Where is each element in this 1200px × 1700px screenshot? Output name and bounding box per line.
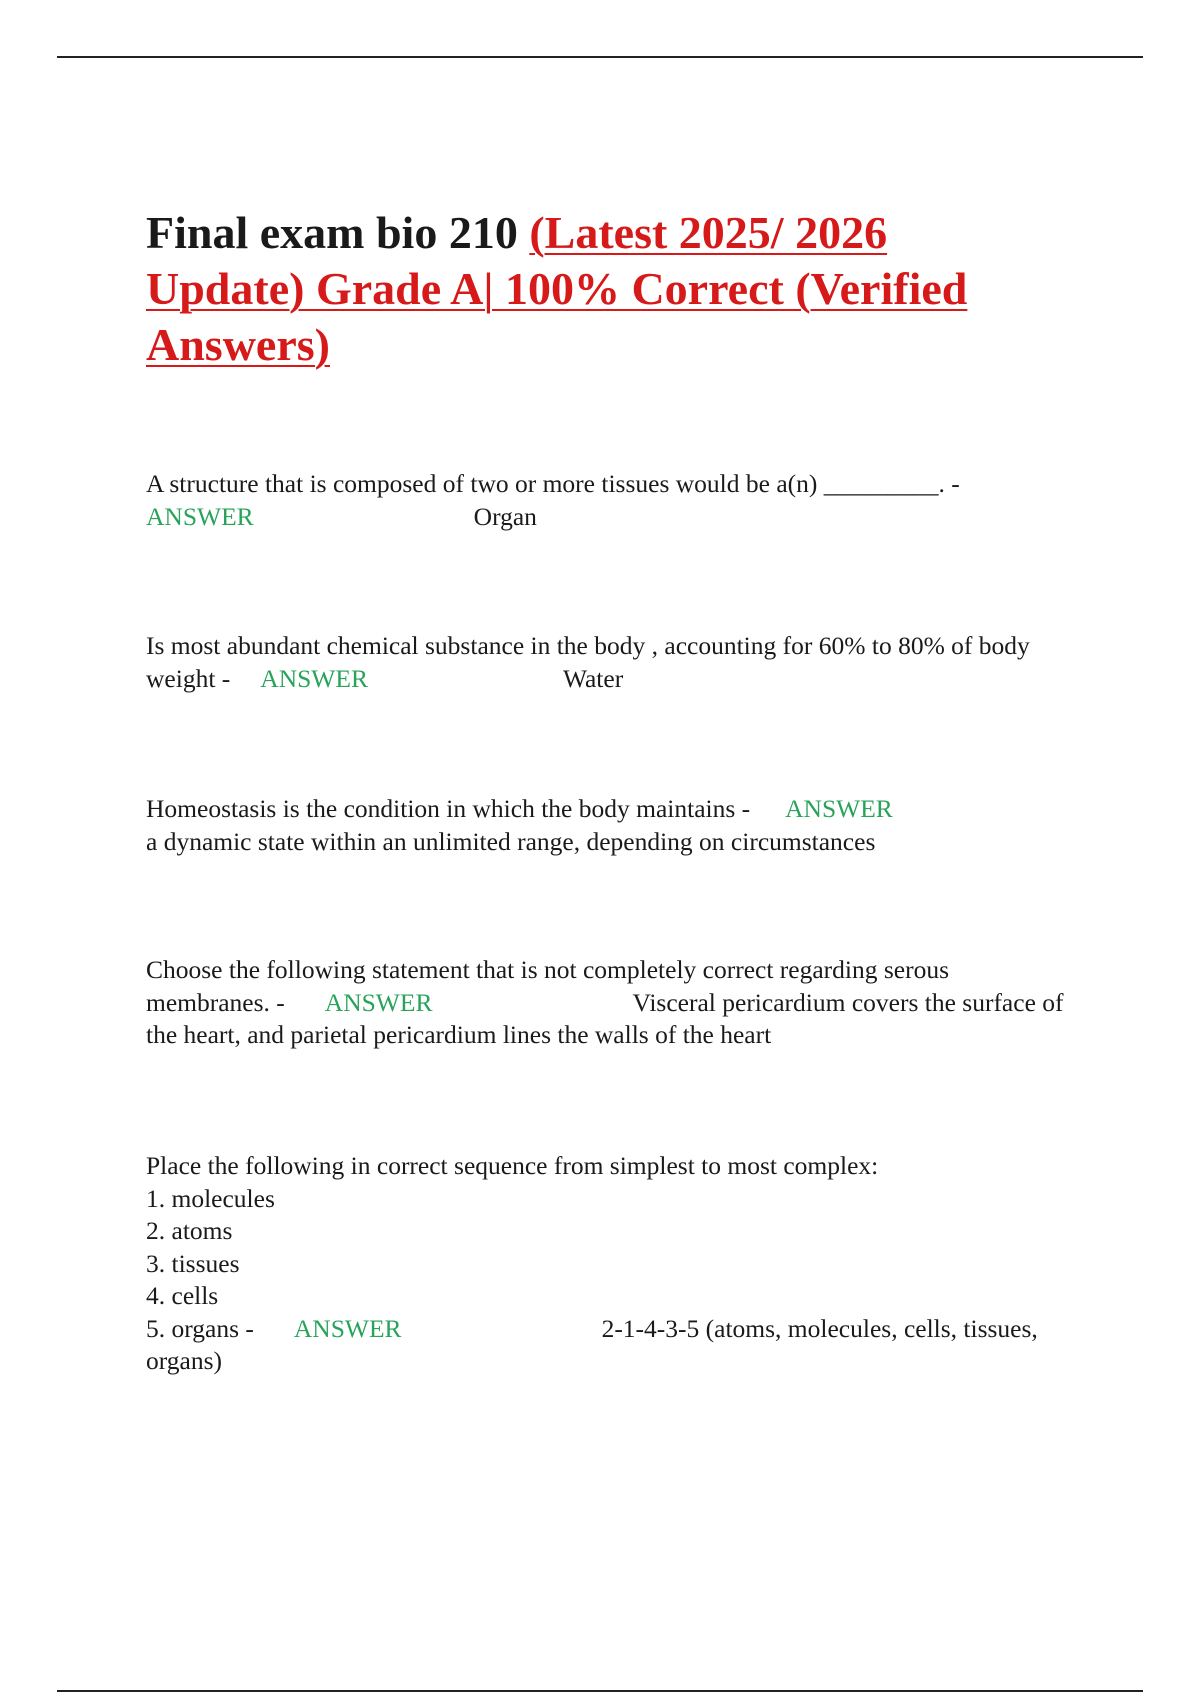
list-item: 5. organs - [146,1313,254,1343]
qa-item-5 [146,1150,1076,1378]
answer-text: Organ [473,501,537,531]
bottom-rule [57,1690,1143,1692]
title-highlight: (Latest 2025/ 2026 Update) Grade A| 100% Correct (Verified Answers) [146,207,968,370]
answer-text: Water [562,663,624,693]
answer-label: ANSWER [324,987,433,1017]
question-text: Is most abundant chemical substance in the body , accounting for 60% to 80% of body weight - [146,631,1030,693]
qa-item-1 [146,468,1076,533]
answer-label: ANSWER [146,501,254,531]
qa-item-4 [146,954,1076,1052]
qa-item-2 [146,630,1076,695]
answer-label: ANSWER [293,1313,402,1343]
list-item: 4. cells [146,1281,219,1310]
list-item: 3. tissues [146,1248,240,1278]
document-title [146,205,1046,373]
list-item: 2. atoms [146,1216,233,1245]
answer-text: a dynamic state within an unlimited range, depending on circumstances [146,826,876,856]
qa-item-3 [146,793,1076,858]
answer-label: ANSWER [785,794,893,823]
question-text: Choose the following statement that is not completely correct regarding serous membranes. - [146,955,950,1017]
list-item: 1. molecules [146,1183,275,1213]
question-text: Place the following in correct sequence from simplest to most complex: [146,1151,879,1180]
title-plain: Final exam bio 210 [146,207,530,258]
answer-text: 2-1-4-3-5 (atoms, molecules, cells, tissues, organs) [146,1313,1038,1375]
answer-label: ANSWER [260,663,368,693]
question-text: A structure that is composed of two or more tissues would be a(n) _________. - [146,469,960,498]
question-text: Homeostasis is the condition in which the body maintains - [146,794,751,823]
answer-text: Visceral pericardium covers the surface of the heart, and parietal pericardium lines the walls of the heart [146,987,1064,1049]
top-rule [57,56,1143,58]
